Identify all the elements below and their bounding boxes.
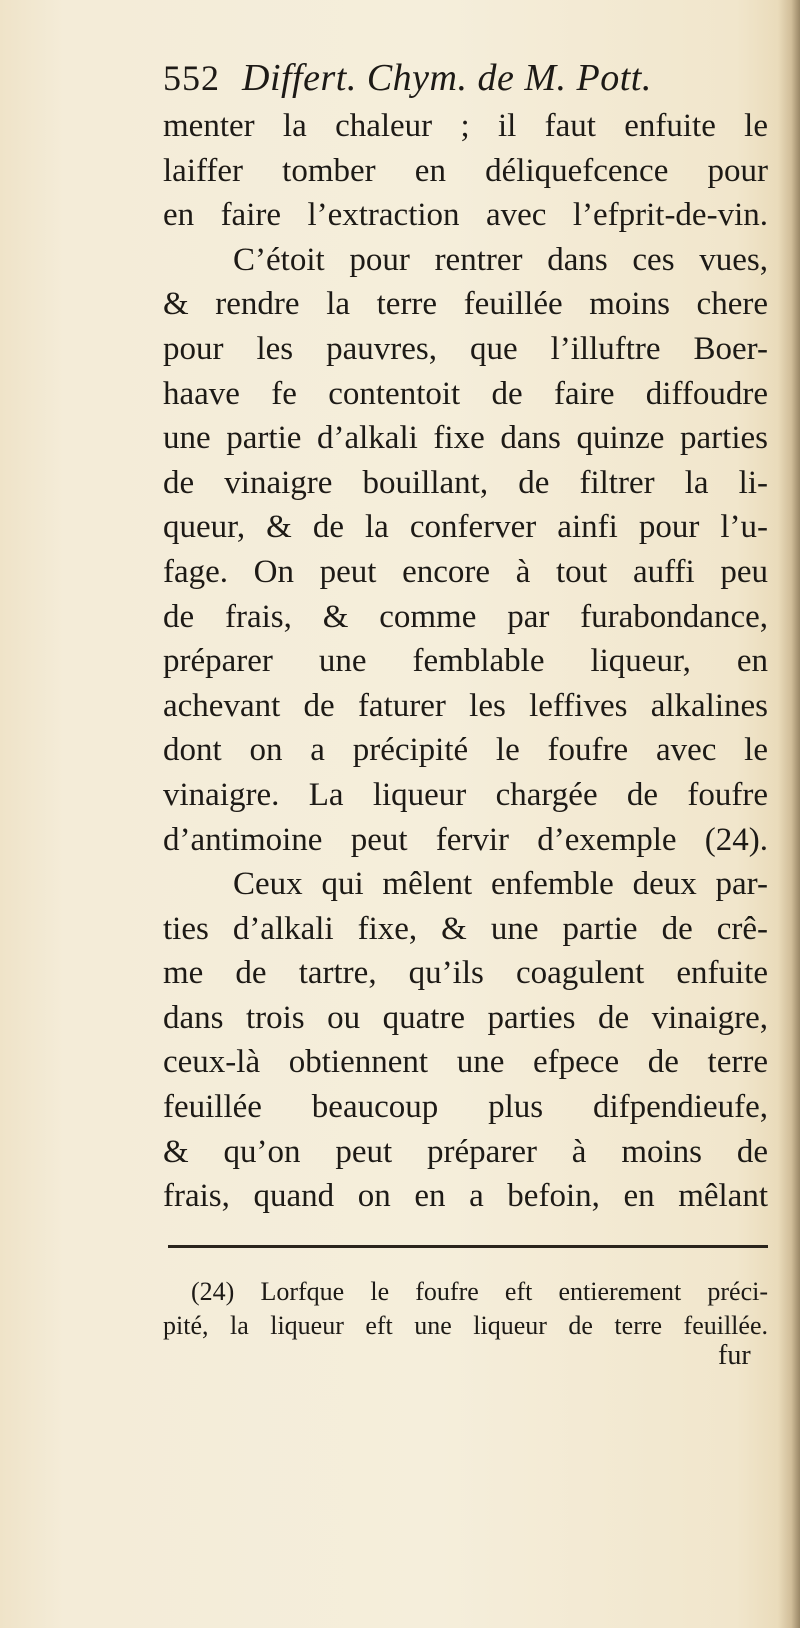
text-line: préparer une femblable liqueur, en xyxy=(163,643,768,680)
text-line: une partie d’alkali fixe dans quinze parties xyxy=(163,420,768,457)
running-head: Differt. Chym. de M. Pott. xyxy=(242,57,652,99)
text-line: pour les pauvres, que l’illuftre Boer- xyxy=(163,330,768,367)
text-line: frais, quand on en a befoin, en mêlant xyxy=(163,1178,768,1215)
text-line: fage. On peut encore à tout auffi peu xyxy=(163,553,768,590)
footnote-line: pité, la liqueur eft une liqueur de terre feuillée. xyxy=(163,1311,768,1340)
text-line: ties d’alkali fixe, & une partie de crê- xyxy=(163,910,768,947)
text-line: de frais, & comme par furabondance, xyxy=(163,598,768,635)
text-line: Ceux qui mêlent enfemble deux par- xyxy=(233,866,768,903)
text-line: & qu’on peut préparer à moins de xyxy=(163,1133,768,1170)
text-line: & rendre la terre feuillée moins chere xyxy=(163,286,768,323)
text-line: laiffer tomber en déliquefcence pour xyxy=(163,152,768,189)
text-line: me de tartre, qu’ils coagulent enfuite xyxy=(163,955,768,992)
text-line: ceux-là obtiennent une efpece de terre xyxy=(163,1044,768,1081)
page-header xyxy=(163,56,763,104)
text-line: dans trois ou quatre parties de vinaigre, xyxy=(163,999,768,1036)
text-line: feuillée beaucoup plus difpendieufe, xyxy=(163,1089,768,1126)
text-line: haave fe contentoit de faire diffoudre xyxy=(163,375,768,412)
footnote-rule xyxy=(168,1245,768,1248)
text-line: achevant de faturer les leffives alkalines xyxy=(163,687,768,724)
text-line: d’antimoine peut fervir d’exemple (24). xyxy=(163,821,768,858)
page-number: 552 xyxy=(163,58,220,98)
page-edge-shadow xyxy=(778,0,800,1628)
text-line: en faire l’extraction avec l’efprit-de-vin. xyxy=(163,197,768,234)
text-line: vinaigre. La liqueur chargée de foufre xyxy=(163,776,768,813)
footnote xyxy=(163,1275,768,1343)
catchword: fur xyxy=(718,1340,751,1371)
text-line: C’étoit pour rentrer dans ces vues, xyxy=(233,241,768,278)
footnote-line: (24) Lorfque le foufre eft entierement préci- xyxy=(191,1277,768,1306)
text-line: dont on a précipité le foufre avec le xyxy=(163,732,768,769)
body-text xyxy=(163,104,768,1219)
text-line: queur, & de la conferver ainfi pour l’u- xyxy=(163,509,768,546)
text-line: de vinaigre bouillant, de filtrer la li- xyxy=(163,464,768,501)
text-line: menter la chaleur ; il faut enfuite le xyxy=(163,108,768,144)
